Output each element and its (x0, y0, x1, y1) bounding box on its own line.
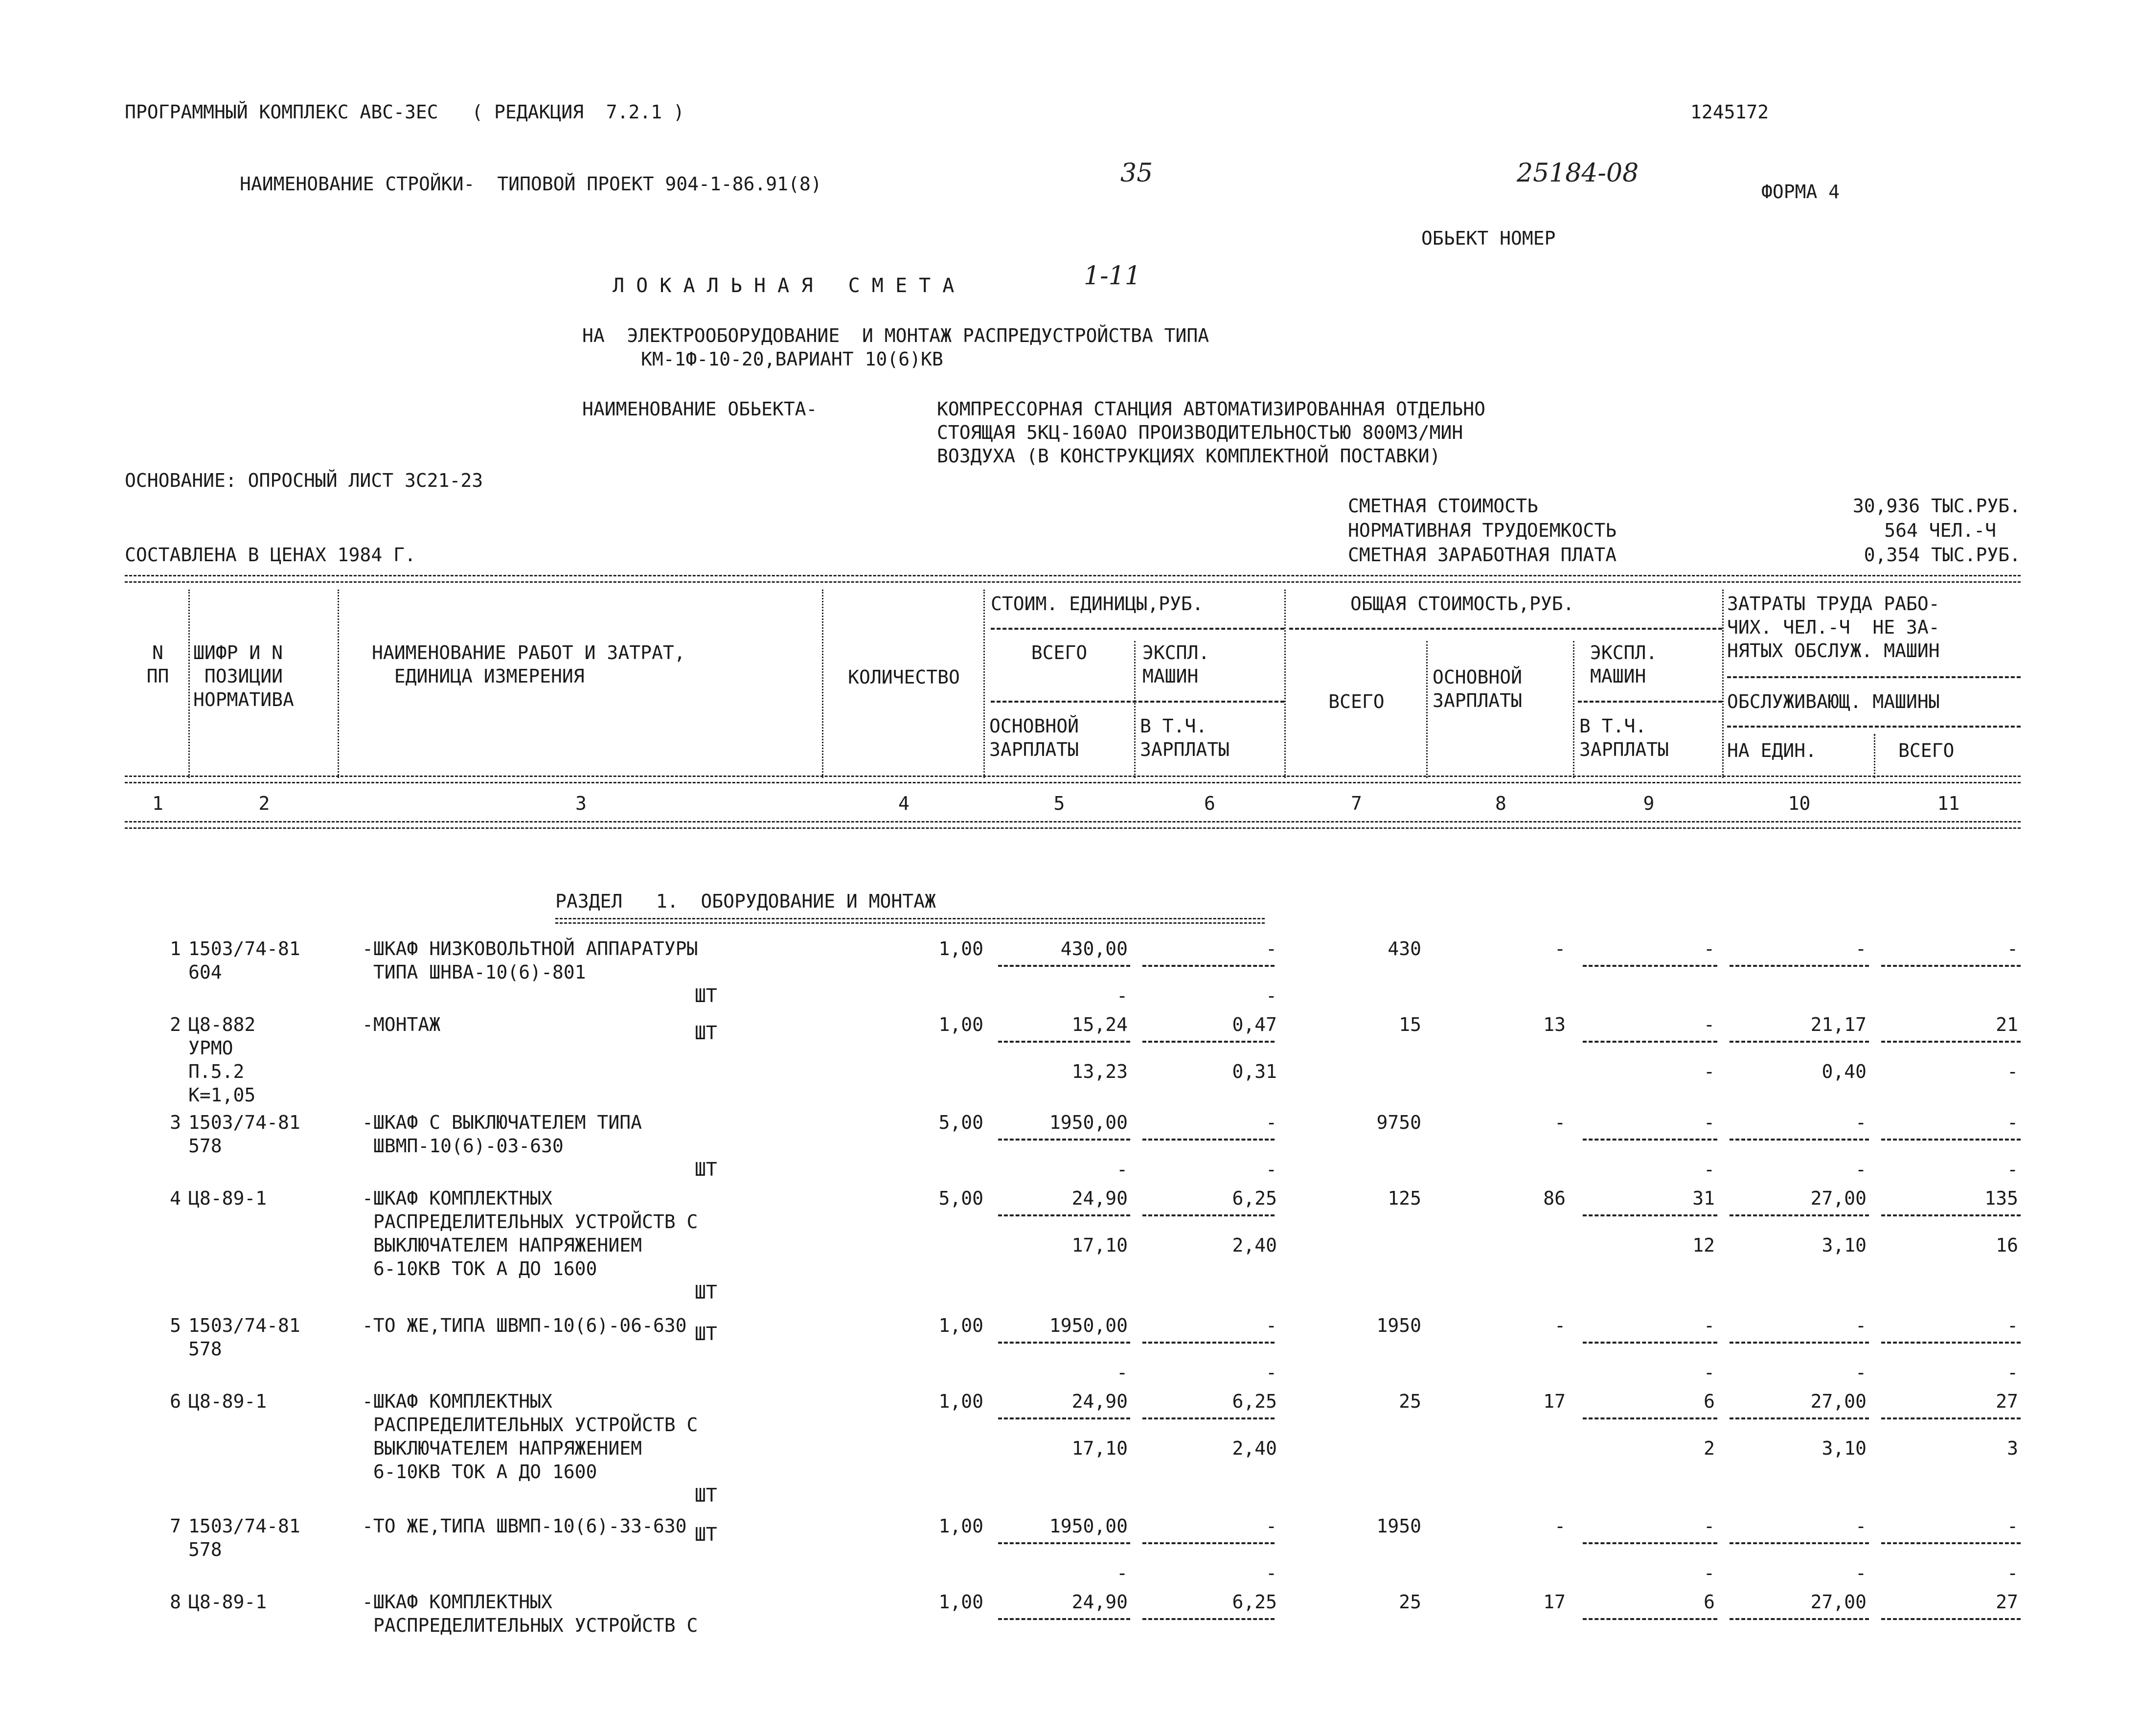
value-divider (1881, 1542, 2021, 1544)
value-divider (1583, 1041, 1717, 1043)
column-number: 4 (898, 793, 910, 814)
col-header-labor-group: ЗАТРАТЫ ТРУДА РАБО- ЧИХ. ЧЕЛ.-Ч НЕ ЗА- НЯТЫХ ОБСЛУЖ. МАШИН (1727, 593, 1940, 662)
value-divider (1142, 1041, 1275, 1043)
unit-cost-machine-wages: 2,40 (1232, 1438, 1277, 1459)
row-code: Ц8-89-1 (188, 1391, 267, 1412)
value-divider (1881, 1214, 2021, 1216)
unit-cost-total: 1950,00 (1049, 1315, 1128, 1336)
unit-cost-machine-wages: - (1266, 1159, 1277, 1180)
total-cost-machines: - (1704, 1014, 1715, 1035)
row-number: 5 (170, 1315, 181, 1336)
column-number: 11 (1937, 793, 1960, 814)
value-divider (1730, 1041, 1869, 1043)
unit-cost-total: 24,90 (1071, 1188, 1128, 1209)
form-label: ФОРМА 4 (1761, 181, 1840, 203)
row-unit: ШТ (695, 1022, 717, 1044)
row-number: 3 (170, 1112, 181, 1133)
row-quantity: 5,00 (938, 1112, 983, 1133)
unit-cost-total: 1950,00 (1049, 1112, 1128, 1133)
column-number: 3 (575, 793, 587, 814)
object-number-label: ОБЬЕКТ НОМЕР (1421, 228, 1556, 249)
col-divider (822, 590, 823, 778)
col-divider (1284, 590, 1286, 778)
estimated-cost-label: СМЕТНАЯ СТОИМОСТЬ (1348, 495, 1538, 517)
row-quantity: 1,00 (938, 1391, 983, 1412)
value-divider (998, 1139, 1130, 1141)
document-title: Л О К А Л Ь Н А Я С М Е Т А (613, 274, 955, 297)
row-name: -ШКАФ КОМПЛЕКТНЫХ РАСПРЕДЕЛИТЕЛЬНЫХ УСТРОЙСТВ С (362, 1591, 698, 1636)
object-name-line-3: ВОЗДУХА (В КОНСТРУКЦИЯХ КОМПЛЕКТНОЙ ПОСТАВКИ) (937, 445, 1441, 467)
unit-cost-machines: 0,47 (1232, 1014, 1277, 1035)
unit-cost-machines: - (1266, 938, 1277, 959)
unit-cost-total: 1950,00 (1049, 1515, 1128, 1537)
value-divider (1730, 1214, 1869, 1216)
value-divider (1881, 1041, 2021, 1043)
labor-intensity-value: 564 ЧЕЛ.-Ч (1884, 520, 1996, 541)
row-name: -ШКАФ КОМПЛЕКТНЫХ РАСПРЕДЕЛИТЕЛЬНЫХ УСТРОЙСТВ С ВЫКЛЮЧАТЕЛЕМ НАПРЯЖЕНИЕМ 6-10КВ ТОК А ДО 1600 (362, 1188, 698, 1279)
row-unit: ШТ (695, 1523, 717, 1545)
col-header-unit-cost-group: СТОИМ. ЕДИНИЦЫ,РУБ. (991, 593, 1204, 615)
row-number: 1 (170, 938, 181, 959)
wage-value: 0,354 ТЫС.РУБ. (1864, 544, 2021, 566)
value-divider (1881, 1417, 2021, 1419)
header-bottom-rule (125, 776, 2021, 783)
col-divider (1874, 734, 1875, 778)
value-divider (1881, 1618, 2021, 1620)
value-divider (1142, 1542, 1275, 1544)
row-code: Ц8-882 УРМО П.5.2 К=1,05 (188, 1014, 256, 1106)
labor-per-unit: 21,17 (1810, 1014, 1867, 1035)
value-divider (1142, 965, 1275, 967)
unit-cost-machine-wages: - (1266, 985, 1277, 1006)
total-machine-wages: 12 (1692, 1234, 1715, 1256)
labor-total: - (2007, 1315, 2018, 1336)
labor-per-unit: - (1855, 1315, 1867, 1336)
value-divider (1730, 1342, 1869, 1344)
row-code: Ц8-89-1 (188, 1188, 267, 1209)
row-quantity: 1,00 (938, 1014, 983, 1035)
value-divider (998, 1214, 1130, 1216)
labor-machines-total: 16 (1996, 1234, 2018, 1256)
col-header-total: ВСЕГО (1328, 691, 1385, 712)
col-divider (1722, 590, 1724, 778)
value-divider (1142, 1417, 1275, 1419)
row-unit: ШТ (695, 1159, 717, 1180)
object-name-label: НАИМЕНОВАНИЕ ОБЬЕКТА- (582, 398, 818, 420)
row-quantity: 1,00 (938, 1315, 983, 1336)
row-unit: ШТ (695, 985, 717, 1006)
unit-cost-wages: 17,10 (1071, 1438, 1128, 1459)
program-line: ПРОГРАММНЫЙ КОМПЛЕКС АВС-3ЕС ( РЕДАКЦИЯ 7.2.1 ) (125, 101, 684, 123)
row-name: -ТО ЖЕ,ТИПА ШВМП-10(6)-33-630 (362, 1515, 687, 1537)
labor-machines-per-unit: - (1855, 1562, 1867, 1584)
total-cost: 25 (1399, 1391, 1421, 1412)
total-cost-wages: - (1554, 1112, 1566, 1133)
column-number: 8 (1495, 793, 1506, 814)
total-cost-machines: 6 (1704, 1591, 1715, 1613)
row-number: 6 (170, 1391, 181, 1412)
section-title: РАЗДЕЛ 1. ОБОРУДОВАНИЕ И МОНТАЖ (555, 891, 936, 912)
value-divider (998, 1618, 1130, 1620)
total-cost-wages: - (1554, 1515, 1566, 1537)
unit-cost-total: 430,00 (1060, 938, 1128, 959)
row-quantity: 1,00 (938, 1515, 983, 1537)
total-machine-wages: - (1704, 1562, 1715, 1584)
col-divider (1426, 641, 1428, 778)
unit-cost-wages: - (1116, 985, 1128, 1006)
header-rule (1727, 726, 2021, 728)
unit-cost-machines: 6,25 (1232, 1591, 1277, 1613)
total-cost-machines: - (1704, 938, 1715, 959)
unit-cost-wages: - (1116, 1562, 1128, 1584)
value-divider (1881, 1342, 2021, 1344)
unit-cost-total: 15,24 (1071, 1014, 1128, 1035)
value-divider (1583, 1542, 1717, 1544)
labor-total: - (2007, 938, 2018, 959)
basis-line: ОСНОВАНИЕ: ОПРОСНЫЙ ЛИСТ 3С21-23 (125, 470, 483, 491)
total-machine-wages: - (1704, 1061, 1715, 1082)
total-cost-wages: 86 (1543, 1188, 1566, 1209)
total-cost-wages: - (1554, 1315, 1566, 1336)
value-divider (1583, 1214, 1717, 1216)
table-top-rule (125, 575, 2021, 583)
labor-total: 21 (1996, 1014, 2018, 1035)
value-divider (1730, 1139, 1869, 1141)
value-divider (1583, 1618, 1717, 1620)
total-cost: 125 (1388, 1188, 1421, 1209)
value-divider (998, 965, 1130, 967)
unit-cost-machine-wages: 0,31 (1232, 1061, 1277, 1082)
row-code: 1503/74-81 578 (188, 1315, 300, 1360)
column-number: 1 (152, 793, 163, 814)
labor-per-unit: 27,00 (1810, 1591, 1867, 1613)
total-cost: 1950 (1376, 1315, 1421, 1336)
value-divider (998, 1542, 1130, 1544)
object-name-line-2: СТОЯЩАЯ 5КЦ-160АО ПРОИЗВОДИТЕЛЬНОСТЬЮ 800М3/МИН (937, 422, 1463, 443)
unit-cost-wages: - (1116, 1159, 1128, 1180)
total-cost-machines: - (1704, 1112, 1715, 1133)
value-divider (1730, 1618, 1869, 1620)
row-quantity: 5,00 (938, 1188, 983, 1209)
labor-machines-total: 3 (2007, 1438, 2018, 1459)
total-machine-wages: 2 (1704, 1438, 1715, 1459)
unit-cost-machines: - (1266, 1515, 1277, 1537)
column-number-bottom-rule (125, 821, 2021, 829)
object-name-line-1: КОМПРЕССОРНАЯ СТАНЦИЯ АВТОМАТИЗИРОВАННАЯ ОТДЕЛЬНО (937, 398, 1486, 420)
col-divider (983, 590, 985, 778)
unit-cost-machine-wages: 2,40 (1232, 1234, 1277, 1256)
col-header-total-machines: ЭКСПЛ. МАШИН (1590, 642, 1658, 687)
row-unit: ШТ (695, 1485, 717, 1506)
labor-per-unit: 27,00 (1810, 1188, 1867, 1209)
row-code: Ц8-89-1 (188, 1591, 267, 1613)
value-divider (1583, 1342, 1717, 1344)
total-machine-wages: - (1704, 1362, 1715, 1383)
row-code: 1503/74-81 604 (188, 938, 300, 983)
construction-site-name: НАИМЕНОВАНИЕ СТРОЙКИ- ТИПОВОЙ ПРОЕКТ 904-1-86.91(8) (240, 173, 822, 195)
row-number: 2 (170, 1014, 181, 1035)
total-cost-wages: - (1554, 938, 1566, 959)
wage-label: СМЕТНАЯ ЗАРАБОТНАЯ ПЛАТА (1348, 544, 1617, 566)
total-cost: 430 (1388, 938, 1421, 959)
labor-machines-per-unit: 3,10 (1821, 1234, 1867, 1256)
labor-per-unit: 27,00 (1810, 1391, 1867, 1412)
col-header-number: N ПП (146, 642, 169, 687)
labor-per-unit: - (1855, 938, 1867, 959)
col-header-unit-total: ВСЕГО (1031, 642, 1088, 663)
column-number: 7 (1351, 793, 1362, 814)
total-cost: 15 (1399, 1014, 1421, 1035)
total-cost-wages: 13 (1543, 1014, 1566, 1035)
row-code: 1503/74-81 578 (188, 1515, 300, 1560)
labor-per-unit: - (1855, 1112, 1867, 1133)
row-code: 1503/74-81 578 (188, 1112, 300, 1157)
labor-machines-per-unit: 0,40 (1821, 1061, 1867, 1082)
total-cost: 9750 (1376, 1112, 1421, 1133)
labor-machines-total: - (2007, 1562, 2018, 1584)
row-unit: ШТ (695, 1281, 717, 1303)
labor-machines-total: - (2007, 1061, 2018, 1082)
document-number: 1245172 (1690, 101, 1769, 123)
col-header-labor-total: ВСЕГО (1898, 740, 1955, 761)
handwritten-page-number: 35 (1120, 159, 1153, 188)
col-header-unit-machines: ЭКСПЛ. МАШИН (1142, 642, 1210, 687)
value-divider (1142, 1214, 1275, 1216)
value-divider (1583, 965, 1717, 967)
header-rule (991, 628, 1284, 630)
col-header-labor-per-unit: НА ЕДИН. (1727, 740, 1817, 761)
col-header-quantity: КОЛИЧЕСТВО (848, 666, 960, 688)
total-cost-machines: - (1704, 1315, 1715, 1336)
section-title-underline (555, 918, 1265, 924)
col-header-total-machine-wages: В Т.Ч. ЗАРПЛАТЫ (1579, 715, 1669, 760)
value-divider (1583, 1417, 1717, 1419)
col-header-total-cost-group: ОБЩАЯ СТОИМОСТЬ,РУБ. (1350, 593, 1574, 615)
value-divider (1142, 1342, 1275, 1344)
subject-line-2: КМ-1Ф-10-20,ВАРИАНТ 10(6)КВ (641, 348, 943, 370)
col-header-name: НАИМЕНОВАНИЕ РАБОТ И ЗАТРАТ, ЕДИНИЦА ИЗМЕРЕНИЯ (372, 642, 685, 687)
labor-total: - (2007, 1515, 2018, 1537)
value-divider (1730, 1417, 1869, 1419)
handwritten-code: 25184-08 (1517, 159, 1639, 188)
labor-total: - (2007, 1112, 2018, 1133)
labor-machines-per-unit: - (1855, 1159, 1867, 1180)
labor-machines-per-unit: - (1855, 1362, 1867, 1383)
row-quantity: 1,00 (938, 1591, 983, 1613)
total-cost-machines: 31 (1692, 1188, 1715, 1209)
unit-cost-machines: - (1266, 1112, 1277, 1133)
col-divider (188, 590, 190, 778)
row-number: 7 (170, 1515, 181, 1537)
header-rule (1578, 701, 1722, 703)
total-cost: 25 (1399, 1591, 1421, 1613)
row-number: 4 (170, 1188, 181, 1209)
value-divider (998, 1342, 1130, 1344)
value-divider (1142, 1139, 1275, 1141)
col-header-unit-wages: ОСНОВНОЙ ЗАРПЛАТЫ (989, 715, 1079, 760)
value-divider (1142, 1618, 1275, 1620)
header-rule (1727, 676, 2021, 678)
unit-cost-total: 24,90 (1071, 1391, 1128, 1412)
value-divider (1730, 965, 1869, 967)
col-header-code: ШИФР И N ПОЗИЦИИ НОРМАТИВА (193, 642, 294, 710)
value-divider (998, 1417, 1130, 1419)
subject-line-1: НА ЭЛЕКТРООБОРУДОВАНИЕ И МОНТАЖ РАСПРЕДУСТРОЙСТВА ТИПА (582, 325, 1209, 346)
labor-per-unit: - (1855, 1515, 1867, 1537)
row-name: -ШКАФ С ВЫКЛЮЧАТЕЛЕМ ТИПА ШВМП-10(6)-03-630 (362, 1112, 642, 1157)
value-divider (1730, 1542, 1869, 1544)
unit-cost-machines: 6,25 (1232, 1391, 1277, 1412)
value-divider (1881, 1139, 2021, 1141)
labor-machines-per-unit: 3,10 (1821, 1438, 1867, 1459)
price-base-line: СОСТАВЛЕНА В ЦЕНАХ 1984 Г. (125, 544, 416, 566)
unit-cost-machines: - (1266, 1315, 1277, 1336)
labor-machines-total: - (2007, 1362, 2018, 1383)
unit-cost-machine-wages: - (1266, 1562, 1277, 1584)
unit-cost-wages: 13,23 (1071, 1061, 1128, 1082)
col-divider (338, 590, 339, 778)
total-machine-wages: - (1704, 1159, 1715, 1180)
col-divider (1573, 641, 1574, 778)
total-cost-machines: - (1704, 1515, 1715, 1537)
total-cost-wages: 17 (1543, 1391, 1566, 1412)
column-number: 2 (258, 793, 270, 814)
row-name: -ШКАФ НИЗКОВОЛЬТНОЙ АППАРАТУРЫ ТИПА ШНВА-10(6)-801 (362, 938, 698, 983)
row-quantity: 1,00 (938, 938, 983, 959)
unit-cost-total: 24,90 (1071, 1591, 1128, 1613)
labor-intensity-label: НОРМАТИВНАЯ ТРУДОЕМКОСТЬ (1348, 520, 1617, 541)
labor-total: 135 (1984, 1188, 2018, 1209)
handwritten-estimate-number: 1-11 (1084, 261, 1141, 291)
row-name: -МОНТАЖ (362, 1014, 441, 1035)
total-cost-machines: 6 (1704, 1391, 1715, 1412)
unit-cost-machine-wages: - (1266, 1362, 1277, 1383)
unit-cost-wages: 17,10 (1071, 1234, 1128, 1256)
column-number: 6 (1204, 793, 1215, 814)
column-number: 5 (1053, 793, 1065, 814)
value-divider (1583, 1139, 1717, 1141)
labor-total: 27 (1996, 1391, 2018, 1412)
column-number: 9 (1643, 793, 1655, 814)
value-divider (1881, 965, 2021, 967)
header-rule (1289, 628, 1722, 630)
row-name: -ШКАФ КОМПЛЕКТНЫХ РАСПРЕДЕЛИТЕЛЬНЫХ УСТРОЙСТВ С ВЫКЛЮЧАТЕЛЕМ НАПРЯЖЕНИЕМ 6-10КВ ТОК А ДО 1600 (362, 1391, 698, 1483)
header-rule (991, 701, 1284, 703)
row-number: 8 (170, 1591, 181, 1613)
labor-total: 27 (1996, 1591, 2018, 1613)
col-header-unit-machine-wages: В Т.Ч. ЗАРПЛАТЫ (1140, 715, 1230, 760)
total-cost: 1950 (1376, 1515, 1421, 1537)
labor-machines-total: - (2007, 1159, 2018, 1180)
row-unit: ШТ (695, 1323, 717, 1345)
estimated-cost-value: 30,936 ТЫС.РУБ. (1852, 495, 2021, 517)
unit-cost-machines: 6,25 (1232, 1188, 1277, 1209)
column-number: 10 (1788, 793, 1811, 814)
col-header-total-wages: ОСНОВНОЙ ЗАРПЛАТЫ (1433, 666, 1523, 711)
row-name: -ТО ЖЕ,ТИПА ШВМП-10(6)-06-630 (362, 1315, 687, 1336)
col-divider (1134, 641, 1136, 778)
value-divider (998, 1041, 1130, 1043)
total-cost-wages: 17 (1543, 1591, 1566, 1613)
unit-cost-wages: - (1116, 1362, 1128, 1383)
col-header-labor-machines: ОБСЛУЖИВАЮЩ. МАШИНЫ (1727, 691, 1940, 712)
